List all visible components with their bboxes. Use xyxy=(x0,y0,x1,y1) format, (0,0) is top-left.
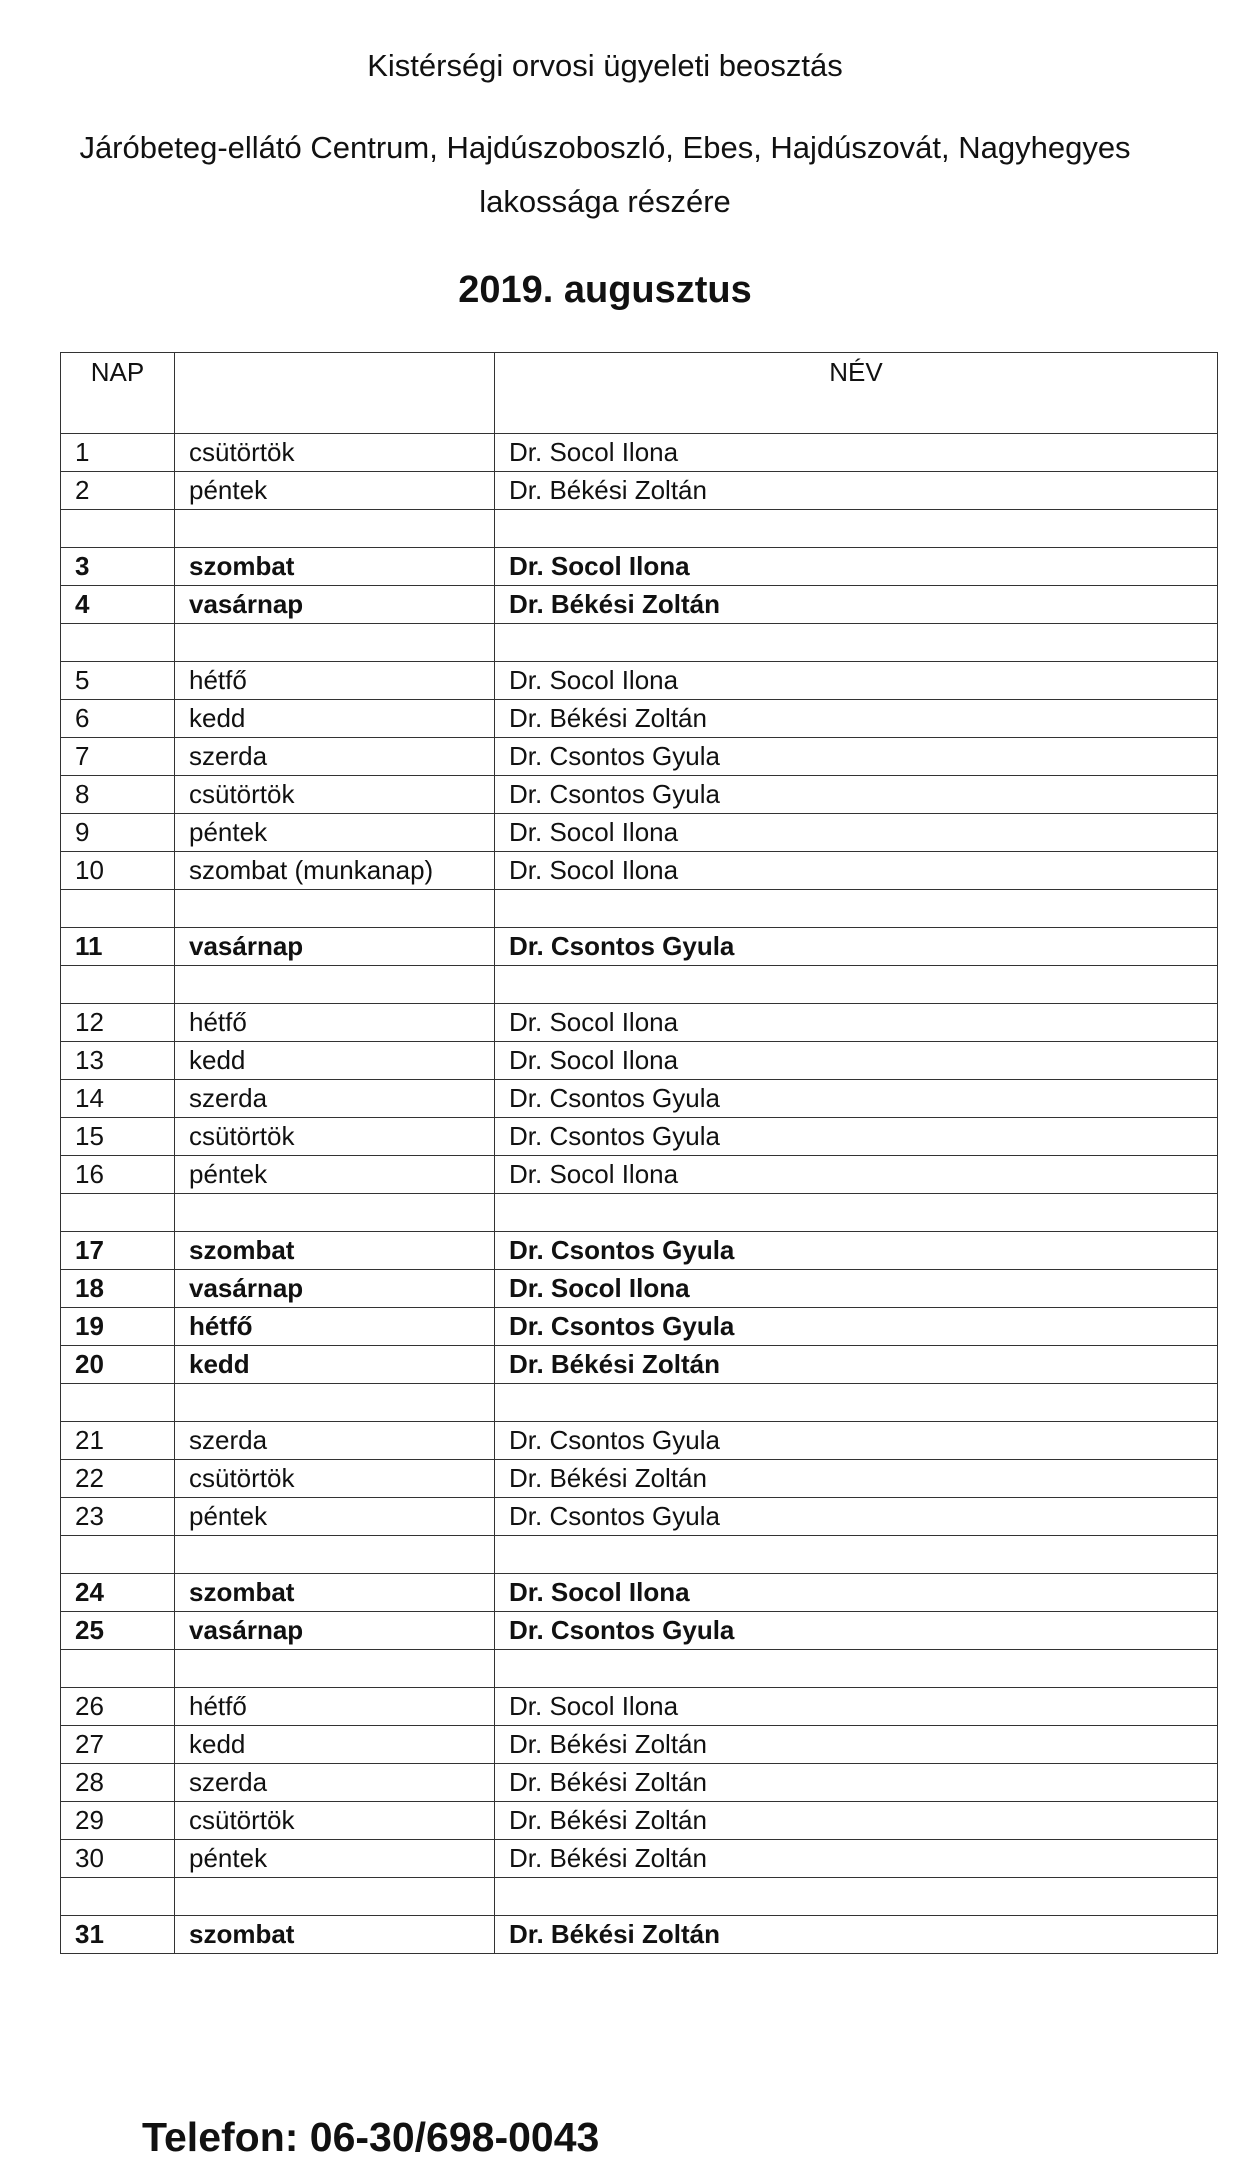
day-cell: 1 xyxy=(61,434,175,472)
table-row xyxy=(61,1422,1218,1460)
day-cell: 10 xyxy=(61,852,175,890)
doctor-name-cell: Dr. Békési Zoltán xyxy=(495,700,1218,738)
column-header-day: NAP xyxy=(61,353,175,434)
weekday-cell: vasárnap xyxy=(175,586,495,624)
document-subtitle-line2: lakossága részére xyxy=(479,184,731,219)
table-row xyxy=(61,472,1218,510)
table-row-spacer xyxy=(61,1536,1218,1574)
day-cell: 7 xyxy=(61,738,175,776)
day-cell: 27 xyxy=(61,1726,175,1764)
table-body xyxy=(61,434,1218,1954)
table-row xyxy=(61,776,1218,814)
doctor-name-cell xyxy=(495,1536,1218,1574)
day-cell: 21 xyxy=(61,1422,175,1460)
weekday-cell: vasárnap xyxy=(175,928,495,966)
table-row xyxy=(61,1270,1218,1308)
table-row xyxy=(61,1156,1218,1194)
day-cell: 12 xyxy=(61,1004,175,1042)
weekday-cell xyxy=(175,510,495,548)
doctor-name-cell xyxy=(495,966,1218,1004)
day-cell xyxy=(61,1650,175,1688)
table-row xyxy=(61,1574,1218,1612)
day-cell: 22 xyxy=(61,1460,175,1498)
doctor-name-cell: Dr. Csontos Gyula xyxy=(495,738,1218,776)
day-cell: 26 xyxy=(61,1688,175,1726)
table-row xyxy=(61,852,1218,890)
weekday-cell: péntek xyxy=(175,814,495,852)
table-row xyxy=(61,1308,1218,1346)
table-row xyxy=(61,1460,1218,1498)
doctor-name-cell: Dr. Békési Zoltán xyxy=(495,1840,1218,1878)
doctor-name-cell xyxy=(495,1194,1218,1232)
day-cell xyxy=(61,1194,175,1232)
day-cell: 6 xyxy=(61,700,175,738)
doctor-name-cell: Dr. Békési Zoltán xyxy=(495,1802,1218,1840)
table-row-spacer xyxy=(61,1878,1218,1916)
day-cell xyxy=(61,1536,175,1574)
doctor-name-cell: Dr. Csontos Gyula xyxy=(495,1118,1218,1156)
column-header-weekday xyxy=(175,353,495,434)
day-cell: 4 xyxy=(61,586,175,624)
doctor-name-cell: Dr. Socol Ilona xyxy=(495,1688,1218,1726)
month-heading: 2019. augusztus xyxy=(458,269,752,311)
table-row xyxy=(61,548,1218,586)
weekday-cell xyxy=(175,1650,495,1688)
doctor-name-cell: Dr. Békési Zoltán xyxy=(495,586,1218,624)
table-row xyxy=(61,700,1218,738)
day-cell xyxy=(61,510,175,548)
day-cell: 24 xyxy=(61,1574,175,1612)
table-row xyxy=(61,738,1218,776)
document-title: Kistérségi orvosi ügyeleti beosztás xyxy=(367,48,843,83)
column-header-name: NÉV xyxy=(495,353,1218,434)
weekday-cell xyxy=(175,624,495,662)
doctor-name-cell: Dr. Csontos Gyula xyxy=(495,1612,1218,1650)
table-row xyxy=(61,1764,1218,1802)
doctor-name-cell: Dr. Csontos Gyula xyxy=(495,1422,1218,1460)
table-row-spacer xyxy=(61,1650,1218,1688)
doctor-name-cell: Dr. Socol Ilona xyxy=(495,814,1218,852)
table-row xyxy=(61,1688,1218,1726)
doctor-name-cell: Dr. Csontos Gyula xyxy=(495,1498,1218,1536)
day-cell: 5 xyxy=(61,662,175,700)
weekday-cell: kedd xyxy=(175,1726,495,1764)
day-cell xyxy=(61,1384,175,1422)
weekday-cell xyxy=(175,1878,495,1916)
doctor-name-cell xyxy=(495,624,1218,662)
doctor-name-cell xyxy=(495,890,1218,928)
weekday-cell: szerda xyxy=(175,1764,495,1802)
day-cell: 11 xyxy=(61,928,175,966)
document-subtitle-line1: Járóbeteg-ellátó Centrum, Hajdúszoboszló, Ebes, Hajdúszovát, Nagyhegyes xyxy=(79,130,1131,165)
doctor-name-cell: Dr. Békési Zoltán xyxy=(495,1764,1218,1802)
table-row xyxy=(61,586,1218,624)
doctor-name-cell: Dr. Socol Ilona xyxy=(495,852,1218,890)
day-cell: 13 xyxy=(61,1042,175,1080)
weekday-cell: péntek xyxy=(175,1840,495,1878)
doctor-name-cell: Dr. Békési Zoltán xyxy=(495,1726,1218,1764)
table-row xyxy=(61,1726,1218,1764)
day-cell: 19 xyxy=(61,1308,175,1346)
day-cell: 31 xyxy=(61,1916,175,1954)
day-cell: 3 xyxy=(61,548,175,586)
weekday-cell: szombat xyxy=(175,1916,495,1954)
table-row xyxy=(61,1612,1218,1650)
weekday-cell xyxy=(175,966,495,1004)
phone-number: Telefon: 06-30/698-0043 xyxy=(142,2114,600,2160)
doctor-name-cell: Dr. Békési Zoltán xyxy=(495,1916,1218,1954)
table-row xyxy=(61,1118,1218,1156)
table-row xyxy=(61,1498,1218,1536)
weekday-cell: szombat xyxy=(175,1574,495,1612)
day-cell: 9 xyxy=(61,814,175,852)
day-cell: 18 xyxy=(61,1270,175,1308)
table-row xyxy=(61,1004,1218,1042)
table-row xyxy=(61,928,1218,966)
weekday-cell: hétfő xyxy=(175,662,495,700)
day-cell: 8 xyxy=(61,776,175,814)
weekday-cell xyxy=(175,1384,495,1422)
doctor-name-cell: Dr. Békési Zoltán xyxy=(495,1460,1218,1498)
weekday-cell: vasárnap xyxy=(175,1270,495,1308)
weekday-cell: csütörtök xyxy=(175,434,495,472)
weekday-cell: csütörtök xyxy=(175,776,495,814)
table-row xyxy=(61,662,1218,700)
table-row-spacer xyxy=(61,1194,1218,1232)
doctor-name-cell: Dr. Csontos Gyula xyxy=(495,1080,1218,1118)
table-row-spacer xyxy=(61,510,1218,548)
day-cell: 29 xyxy=(61,1802,175,1840)
doctor-name-cell: Dr. Socol Ilona xyxy=(495,1156,1218,1194)
table-row-spacer xyxy=(61,1384,1218,1422)
doctor-name-cell: Dr. Socol Ilona xyxy=(495,662,1218,700)
weekday-cell: szerda xyxy=(175,1080,495,1118)
weekday-cell xyxy=(175,1194,495,1232)
doctor-name-cell: Dr. Socol Ilona xyxy=(495,1004,1218,1042)
weekday-cell xyxy=(175,1536,495,1574)
doctor-name-cell: Dr. Csontos Gyula xyxy=(495,928,1218,966)
table-row-spacer xyxy=(61,966,1218,1004)
doctor-name-cell: Dr. Csontos Gyula xyxy=(495,1232,1218,1270)
weekday-cell: csütörtök xyxy=(175,1118,495,1156)
table-row xyxy=(61,434,1218,472)
doctor-name-cell: Dr. Socol Ilona xyxy=(495,548,1218,586)
day-cell xyxy=(61,966,175,1004)
day-cell: 23 xyxy=(61,1498,175,1536)
day-cell: 14 xyxy=(61,1080,175,1118)
day-cell: 30 xyxy=(61,1840,175,1878)
day-cell xyxy=(61,1878,175,1916)
doctor-name-cell: Dr. Csontos Gyula xyxy=(495,776,1218,814)
weekday-cell: vasárnap xyxy=(175,1612,495,1650)
table-row-spacer xyxy=(61,890,1218,928)
table-row xyxy=(61,1042,1218,1080)
doctor-name-cell xyxy=(495,1650,1218,1688)
weekday-cell: hétfő xyxy=(175,1308,495,1346)
doctor-name-cell: Dr. Socol Ilona xyxy=(495,1574,1218,1612)
table-row xyxy=(61,1346,1218,1384)
day-cell: 28 xyxy=(61,1764,175,1802)
doctor-name-cell: Dr. Békési Zoltán xyxy=(495,1346,1218,1384)
day-cell: 16 xyxy=(61,1156,175,1194)
day-cell: 20 xyxy=(61,1346,175,1384)
day-cell: 17 xyxy=(61,1232,175,1270)
weekday-cell: péntek xyxy=(175,1498,495,1536)
table-row-spacer xyxy=(61,624,1218,662)
weekday-cell: hétfő xyxy=(175,1688,495,1726)
weekday-cell: péntek xyxy=(175,1156,495,1194)
doctor-name-cell: Dr. Socol Ilona xyxy=(495,1270,1218,1308)
duty-schedule-table xyxy=(60,352,1218,1954)
doctor-name-cell: Dr. Békési Zoltán xyxy=(495,472,1218,510)
doctor-name-cell: Dr. Socol Ilona xyxy=(495,1042,1218,1080)
table-row xyxy=(61,814,1218,852)
table-row xyxy=(61,1802,1218,1840)
weekday-cell: szombat xyxy=(175,1232,495,1270)
weekday-cell xyxy=(175,890,495,928)
table-row xyxy=(61,1232,1218,1270)
weekday-cell: csütörtök xyxy=(175,1460,495,1498)
weekday-cell: kedd xyxy=(175,1346,495,1384)
weekday-cell: kedd xyxy=(175,700,495,738)
weekday-cell: péntek xyxy=(175,472,495,510)
day-cell: 15 xyxy=(61,1118,175,1156)
weekday-cell: szombat xyxy=(175,548,495,586)
doctor-name-cell: Dr. Csontos Gyula xyxy=(495,1308,1218,1346)
day-cell xyxy=(61,890,175,928)
table-row xyxy=(61,1916,1218,1954)
day-cell: 2 xyxy=(61,472,175,510)
day-cell: 25 xyxy=(61,1612,175,1650)
table-header-row xyxy=(61,353,1218,434)
table-row xyxy=(61,1840,1218,1878)
doctor-name-cell xyxy=(495,1878,1218,1916)
day-cell xyxy=(61,624,175,662)
doctor-name-cell xyxy=(495,1384,1218,1422)
weekday-cell: kedd xyxy=(175,1042,495,1080)
weekday-cell: szombat (munkanap) xyxy=(175,852,495,890)
table-row xyxy=(61,1080,1218,1118)
doctor-name-cell xyxy=(495,510,1218,548)
weekday-cell: csütörtök xyxy=(175,1802,495,1840)
weekday-cell: szerda xyxy=(175,738,495,776)
weekday-cell: hétfő xyxy=(175,1004,495,1042)
weekday-cell: szerda xyxy=(175,1422,495,1460)
doctor-name-cell: Dr. Socol Ilona xyxy=(495,434,1218,472)
